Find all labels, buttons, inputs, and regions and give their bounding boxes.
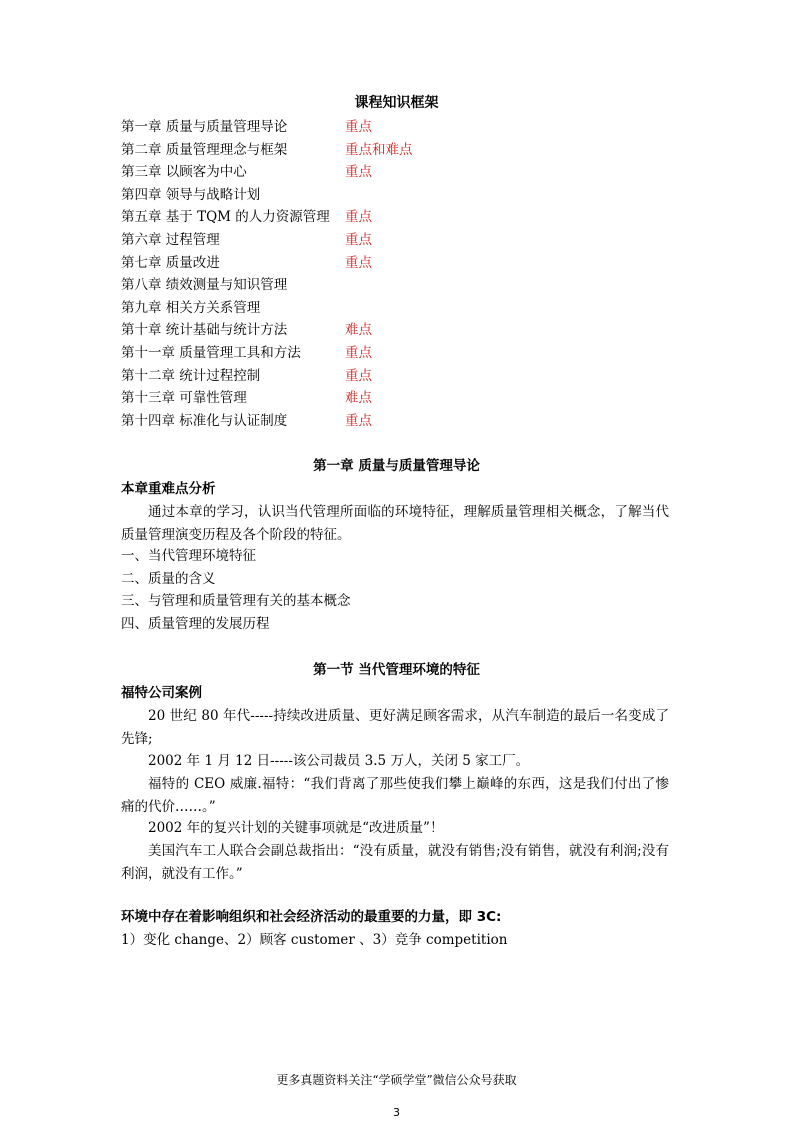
chapter-row [121,229,681,252]
case-paragraph: 福特的 CEO 威廉.福特：“我们背离了那些使我们攀上巅峰的东西，这是我们付出了惨痛的代价……。” [121,776,669,815]
chapter-label: 第十四章 标准化与认证制度 [121,412,288,429]
chapter1-heading: 第一章 质量与质量管理导论 [313,458,480,474]
chapter-label: 第九章 相关方关系管理 [121,299,261,316]
chapter-tag: 重点 [345,119,372,135]
chapter-label: 第十一章 质量管理工具和方法 [121,344,301,361]
case-heading: 福特公司案例 [121,685,202,701]
analysis-heading: 本章重难点分析 [121,481,216,497]
key-point: 一、当代管理环境特征 [121,548,256,564]
chapter-label: 第三章 以顾客为中心 [121,164,247,181]
chapter-tag: 重点和难点 [345,141,413,158]
chapter-tag: 重点 [345,412,372,429]
chapter-label: 第四章 领导与战略计划 [121,186,261,203]
chapter-label: 第十章 统计基础与统计方法 [121,322,288,339]
forces-heading: 环境中存在着影响组织和社会经济活动的最重要的力量，即 3C: [121,909,502,925]
chapter-row [121,161,681,184]
chapter-row [121,297,681,320]
chapter-row [121,319,681,342]
chapter-tag: 重点 [345,164,372,181]
footer-note: 更多真题资料关注“学硕学堂”微信公众号获取 [276,1073,517,1087]
chapter-tag: 重点 [345,344,372,361]
case-paragraph: 美国汽车工人联合会副总裁指出：“没有质量，就没有销售;没有销售，就没有利润;没有利润，就没有工作。” [121,843,669,882]
chapter-row [121,342,681,365]
chapter-tag: 重点 [345,254,372,271]
chapter-row [121,252,681,275]
chapter-label: 第十三章 可靠性管理 [121,390,247,407]
chapter-row [121,387,681,410]
chapter-row [121,116,681,139]
framework-title: 课程知识框架 [354,95,439,111]
chapter-row [121,139,681,162]
case-paragraph: 20 世纪 80 年代-----持续改进质量、更好满足顾客需求，从汽车制造的最后一名变成了先锋; [121,708,669,747]
chapter-label: 第一章 质量与质量管理导论 [121,119,288,135]
chapter-row [121,274,681,297]
chapter-row [121,184,681,207]
chapter-row [121,410,681,433]
chapter-label: 第七章 质量改进 [121,254,220,271]
case-paragraph: 2002 年的复兴计划的关键事项就是“改进质量”！ [148,820,444,836]
chapter-label: 第五章 基于 TQM 的人力资源管理 [121,209,330,226]
page-number: 3 [393,1106,400,1119]
key-point: 三、与管理和质量管理有关的基本概念 [121,593,351,609]
chapter-tag: 重点 [345,367,372,384]
chapter-label: 第十二章 统计过程控制 [121,367,261,384]
chapter-tag: 重点 [345,231,372,248]
chapter-label: 第六章 过程管理 [121,231,220,248]
chapter1-intro: 通过本章的学习，认识当代管理所面临的环境特征，理解质量管理相关概念，了解当代质量管理演变历程及各个阶段的特征。 [121,504,669,543]
chapter-row [121,206,681,229]
section1-heading: 第一节 当代管理环境的特征 [313,662,480,678]
chapter-tag: 难点 [345,322,372,339]
key-point: 四、质量管理的发展历程 [121,616,270,632]
chapter-tag: 难点 [345,390,372,407]
chapter-label: 第八章 绩效测量与知识管理 [121,277,288,294]
case-paragraph: 2002 年 1 月 12 日-----该公司裁员 3.5 万人，关闭 5 家工厂。 [148,753,530,769]
chapter-label: 第二章 质量管理理念与框架 [121,141,288,158]
chapter-row [121,365,681,388]
forces-line: 1）变化 change、2）顾客 customer 、3）竞争 competition [121,932,508,948]
key-point: 二、质量的含义 [121,571,216,587]
chapter-list [121,116,681,432]
chapter-tag: 重点 [345,209,372,226]
